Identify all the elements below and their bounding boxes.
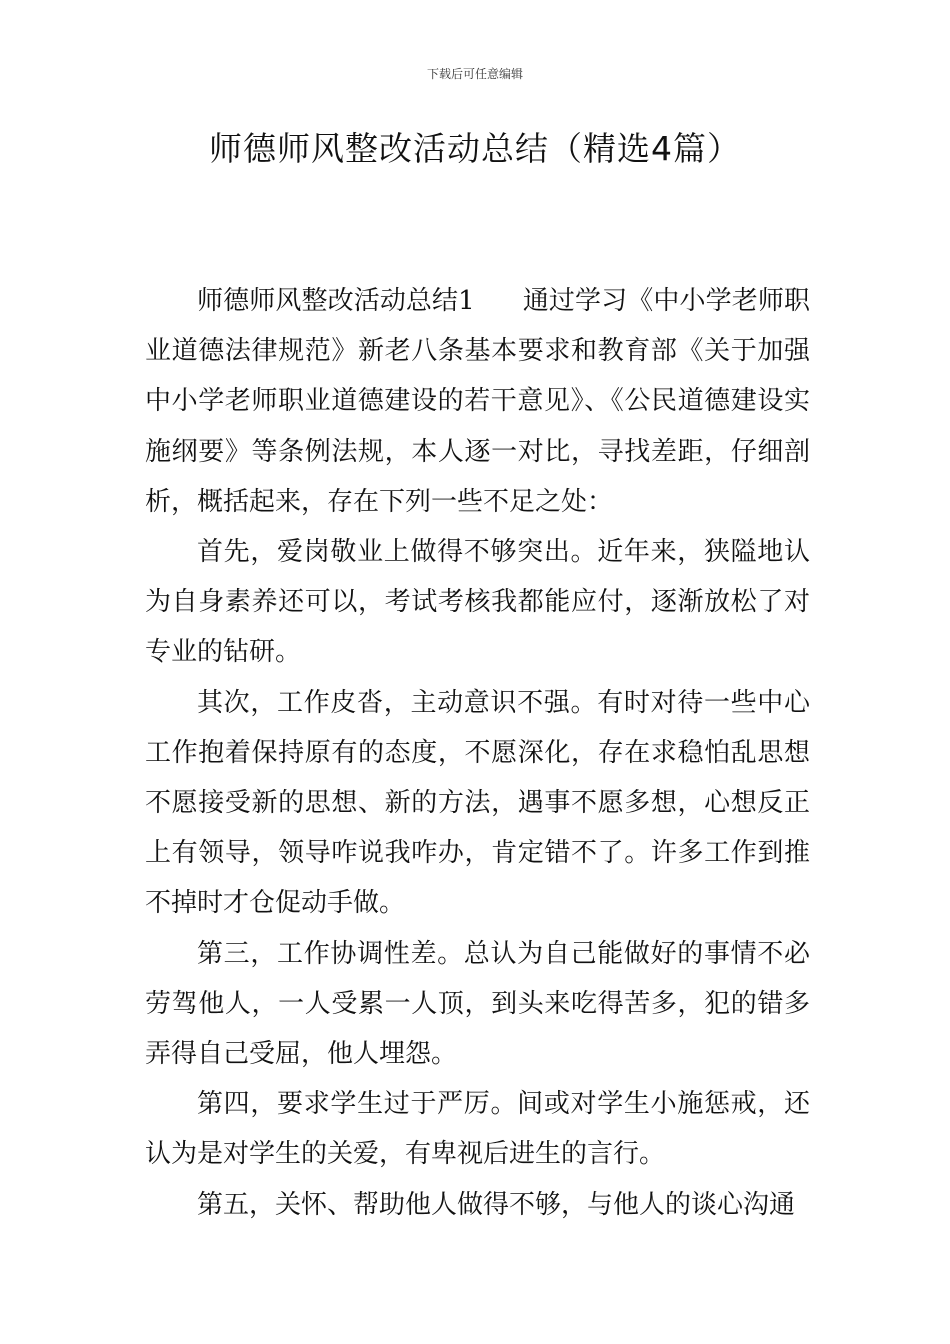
document-body [145, 276, 810, 1230]
paragraph-text: 通过学习《中小学老师职业道德法律规范》新老八条基本要求和教育部《关于加强中小学老师职业道德建设的若干意见》、《公民道德建设实施纲要》等条例法规，本人逐一对比，寻找差距，仔细剖析，概括起来，存在下列一些不足之处： [145, 286, 810, 517]
paragraph: 第五，关怀、帮助他人做得不够，与他人的谈心沟通 [197, 1189, 796, 1220]
paragraph-intro [145, 276, 810, 527]
paragraph: 其次，工作皮沓，主动意识不强。有时对待一些中心工作抱着保持原有的态度，不愿深化，存在求稳怕乱思想不愿接受新的思想、新的方法，遇事不愿多想，心想反正上有领导，领导咋说我咋办，肯定错不了。许多工作到推不掉时才仓促动手做。 [145, 687, 810, 919]
header-note: 下载后可任意编辑 [426, 67, 523, 81]
document-title: 师德师风整改活动总结（精选4篇） [209, 129, 741, 168]
paragraph: 首先，爱岗敬业上做得不够突出。近年来，狭隘地认为自身素养还可以，考试考核我都能应付，逐渐放松了对专业的钻研。 [145, 537, 810, 668]
section-heading: 师德师风整改活动总结1 [197, 286, 475, 316]
paragraph: 第四，要求学生过于严厉。间或对学生小施惩戒，还认为是对学生的关爱，有卑视后进生的言行。 [145, 1089, 810, 1170]
paragraph: 第三，工作协调性差。总认为自己能做好的事情不必劳驾他人，一人受累一人顶，到头来吃得苦多，犯的错多弄得自己受屈，他人埋怨。 [145, 938, 810, 1070]
